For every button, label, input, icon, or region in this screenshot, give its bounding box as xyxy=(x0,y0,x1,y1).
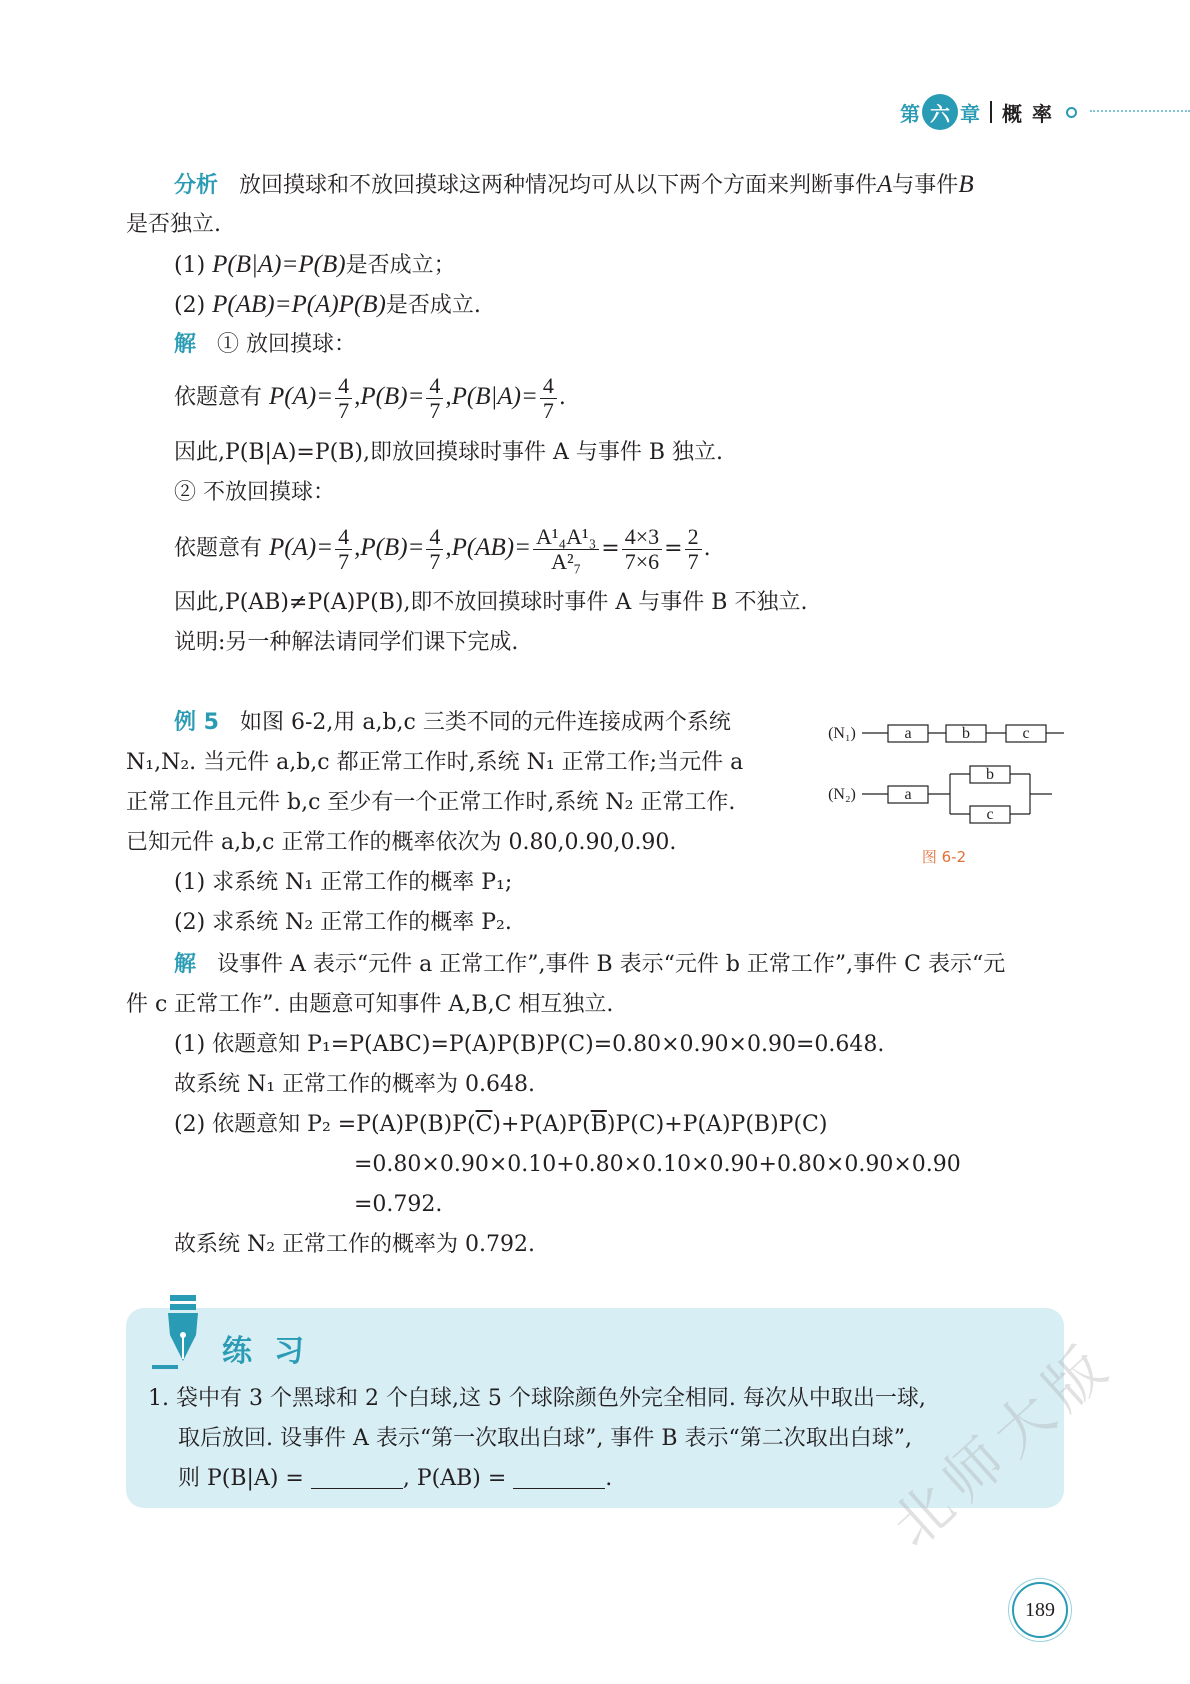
fountain-pen-icon xyxy=(150,1295,220,1375)
fraction-4-7: $\frac{4}{7}$ xyxy=(426,375,443,422)
practice-q1-line-2: 取后放回. 设事件 A 表示“第一次取出白球”, 事件 B 表示“第二次取出白球”, xyxy=(178,1426,912,1451)
solution-2-line-6: =0.80×0.90×0.10+0.80×0.10×0.90+0.80×0.90×0.90 xyxy=(354,1152,961,1177)
circuit-diagram xyxy=(820,712,1070,872)
analysis-label: 分析 xyxy=(174,173,219,198)
solution-2-line-3: (1) 依题意知 P₁=P(ABC)=P(A)P(B)P(C)=0.80×0.90×0.90=0.648. xyxy=(174,1032,885,1057)
figure-caption: 图 6-2 xyxy=(921,848,967,866)
chapter-title: 概率 xyxy=(1002,101,1062,126)
fraction-4-7: $\frac{4}{7}$ xyxy=(426,526,443,573)
solution-2-line-7: =0.792. xyxy=(354,1192,443,1217)
solution-2-line-1: 解 设事件 A 表示“元件 a 正常工作”,事件 B 表示“元件 b 正常工作”,事件 C 表示“元 xyxy=(174,952,1006,977)
solution-1-conclusion: 因此,P(B|A)=P(B),即放回摸球时事件 A 与事件 B 独立. xyxy=(174,440,724,465)
fraction-4-7: $\frac{4}{7}$ xyxy=(335,526,352,573)
b-complement: $\overline{B}$ xyxy=(590,1112,607,1137)
fraction-2-7: $\frac{2}{7}$ xyxy=(685,526,702,573)
svg-text:b: b xyxy=(962,725,970,742)
solution-1-given-2: 依题意有 P(A)= $\frac{4}{7}$ ,P(B)= $\frac{4}{7}$ ,P(AB)= $\frac{\text{A¹₄A¹₃}}{\text{A²₇}}$ = $\frac{4\times 3}{7\times 6}$ = $\frac{2}{7}$ . xyxy=(174,523,711,574)
analysis-line-2: 是否独立. xyxy=(126,212,221,237)
solution-1-conclusion-2: 因此,P(AB)≠P(A)P(B),即不放回摸球时事件 A 与事件 B 不独立. xyxy=(174,590,808,615)
solution-2-line-8: 故系统 N₂ 正常工作的概率为 0.792. xyxy=(174,1232,536,1257)
fraction-product: $\frac{4\times 3}{7\times 6}$ xyxy=(622,526,662,573)
note: 说明:另一种解法请同学们课下完成. xyxy=(174,630,519,655)
header-dotted-line xyxy=(1090,110,1190,112)
label-n1: (N₁) xyxy=(828,725,856,742)
practice-title: 练习 xyxy=(222,1334,326,1369)
answer-blank-2[interactable] xyxy=(513,1464,605,1489)
svg-text:c: c xyxy=(1022,725,1030,742)
question-2: (2) 求系统 N₂ 正常工作的概率 P₂. xyxy=(174,910,512,935)
label-n2: (N₂) xyxy=(828,786,856,803)
chapter-zhang: 章 xyxy=(960,101,980,126)
page-number: 189 xyxy=(1012,1582,1068,1638)
condition-2: (2) P(AB)=P(A)P(B)是否成立. xyxy=(174,291,481,318)
solution-label: 解 xyxy=(174,332,197,357)
example-label: 例 5 xyxy=(174,710,219,735)
solution-2-label: 解 xyxy=(174,952,197,977)
question-1: (1) 求系统 N₁ 正常工作的概率 P₁; xyxy=(174,870,513,895)
svg-text:a: a xyxy=(904,725,912,742)
svg-text:b: b xyxy=(986,766,994,783)
answer-blank-1[interactable] xyxy=(311,1464,403,1489)
fraction-arrangement: $\frac{\text{A¹₄A¹₃}}{\text{A²₇}}$ xyxy=(533,526,599,573)
practice-q1-line-1: 1. 袋中有 3 个黑球和 2 个白球,这 5 个球除颜色外完全相同. 每次从中取出一球, xyxy=(148,1386,926,1411)
example-5-line-4: 已知元件 a,b,c 正常工作的概率依次为 0.80,0.90,0.90. xyxy=(126,830,677,855)
header-divider xyxy=(990,101,992,123)
chapter-header xyxy=(900,95,1077,129)
condition-1: (1) P(B|A)=P(B)是否成立； xyxy=(174,251,456,278)
solution-1-header: 解 ① 放回摸球： xyxy=(174,332,356,357)
practice-q1-line-3: 则 P(B|A) = , P(AB) = . xyxy=(178,1466,613,1491)
fraction-4-7: $\frac{4}{7}$ xyxy=(335,375,352,422)
example-5-line-1: 例 5 如图 6-2,用 a,b,c 三类不同的元件连接成两个系统 xyxy=(174,710,731,735)
chapter-number-badge: 六 xyxy=(922,94,958,130)
solution-1-given: 依题意有 P(A)= $\frac{4}{7}$ ,P(B)= $\frac{4}{7}$ ,P(B|A)= $\frac{4}{7}$ . xyxy=(174,372,566,423)
solution-2-line-2: 件 c 正常工作”. 由题意可知事件 A,B,C 相互独立. xyxy=(126,992,614,1017)
solution-1-case2: ② 不放回摸球： xyxy=(174,480,335,505)
example-5-line-3: 正常工作且元件 b,c 至少有一个正常工作时,系统 N₂ 正常工作. xyxy=(126,790,736,815)
header-dot-icon xyxy=(1066,107,1077,118)
fraction-4-7: $\frac{4}{7}$ xyxy=(540,375,557,422)
svg-text:c: c xyxy=(986,806,994,823)
analysis-line-1: 分析 放回摸球和不放回摸球这两种情况均可从以下两个方面来判断事件A与事件B xyxy=(174,171,974,198)
solution-2-line-4: 故系统 N₁ 正常工作的概率为 0.648. xyxy=(174,1072,536,1097)
watermark: 北师大版 xyxy=(878,1327,1127,1561)
svg-text:a: a xyxy=(904,786,912,803)
chapter-di: 第 xyxy=(900,101,920,126)
solution-2-line-5: (2) 依题意知 $P_2 =P(A)P(B)P(\overline{C})+P(A)P(\overline{B})P(C)+P(A)P(B)P(C)$ xyxy=(174,1112,828,1137)
c-complement: $\overline{C}$ xyxy=(475,1112,493,1137)
example-5-line-2: N₁,N₂. 当元件 a,b,c 都正常工作时,系统 N₁ 正常工作;当元件 a xyxy=(126,750,744,775)
